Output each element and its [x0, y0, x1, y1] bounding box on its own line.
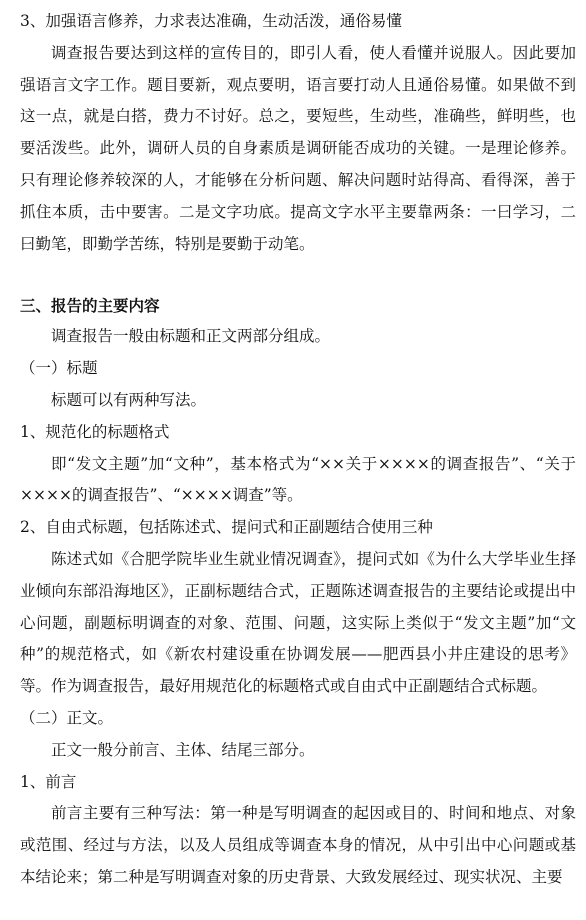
section-heading-main-content: 三、报告的主要内容 [20, 296, 160, 316]
subheading-body: （二）正文。 [20, 708, 114, 727]
subheading-title: （一）标题 [20, 359, 98, 378]
paragraph-body-parts: 正文一般分前言、主体、结尾三部分。 [51, 740, 315, 759]
subheading-free-title: 2、自由式标题，包括陈述式、提问式和正副题结合使用三种 [20, 518, 433, 537]
paragraph-preface: 前言主要有三种写法：第一种是写明调查的起因或目的、时间和地点、对象或范围、经过与方法，以及人员组成等调查本身的情况，从中引出中心问题或基本结论来；第二种是写明调查对象的历史背景、大致发展经过、现实状况、主要 [20, 804, 576, 886]
paragraph-free-title: 陈述式如《合肥学院毕业生就业情况调查》，提问式如《为什么大学毕业生择业倾向东部沿海地区》，正副标题结合式，正题陈述调查报告的主要结论或提出中心问题，副题标明调查的对象、范围、问题，这实际上类似于“发文主题”加“文种”的规范格式，如《新农村建设重在协调发展——肥西县小井庄建设的思考》等。作为调查报告，最好用规范化的标题格式或自由式中正副题结合式标题。 [20, 549, 576, 696]
heading-language-cultivation: 3、加强语言修养，力求表达准确，生动活泼，通俗易懂 [20, 12, 402, 30]
paragraph-report-structure: 调查报告一般由标题和正文两部分组成。 [51, 327, 331, 346]
subheading-standard-title: 1、规范化的标题格式 [20, 422, 170, 441]
paragraph-language-work: 调查报告要达到这样的宣传目的，即引人看，使人看懂并说服人。因此要加强语言文字工作。题目要新，观点要明，语言要打动人且通俗易懂。如果做不到这一点，就是白搭，费力不讨好。总之，要短些，生动些，准确些，鲜明些，也要活泼些。此外，调研人员的自身素质是调研能否成功的关键。一是理论修养。只有理论修养较深的人，才能够在分析问题、解决问题时站得高、看得深，善于抓住本质，击中要害。二是文字功底。提高文字水平主要靠两条：一曰学习，二曰勤笔，即勤学苦练，特别是要勤于动笔。 [20, 43, 576, 253]
paragraph-standard-title: 即“发文主题”加“文种”，基本格式为“××关于××××的调查报告”、“关于××××的调查报告”、“××××调查”等。 [20, 454, 576, 505]
subheading-preface: 1、前言 [20, 772, 77, 791]
paragraph-title-methods: 标题可以有两种写法。 [51, 390, 207, 409]
spacer [20, 260, 576, 290]
